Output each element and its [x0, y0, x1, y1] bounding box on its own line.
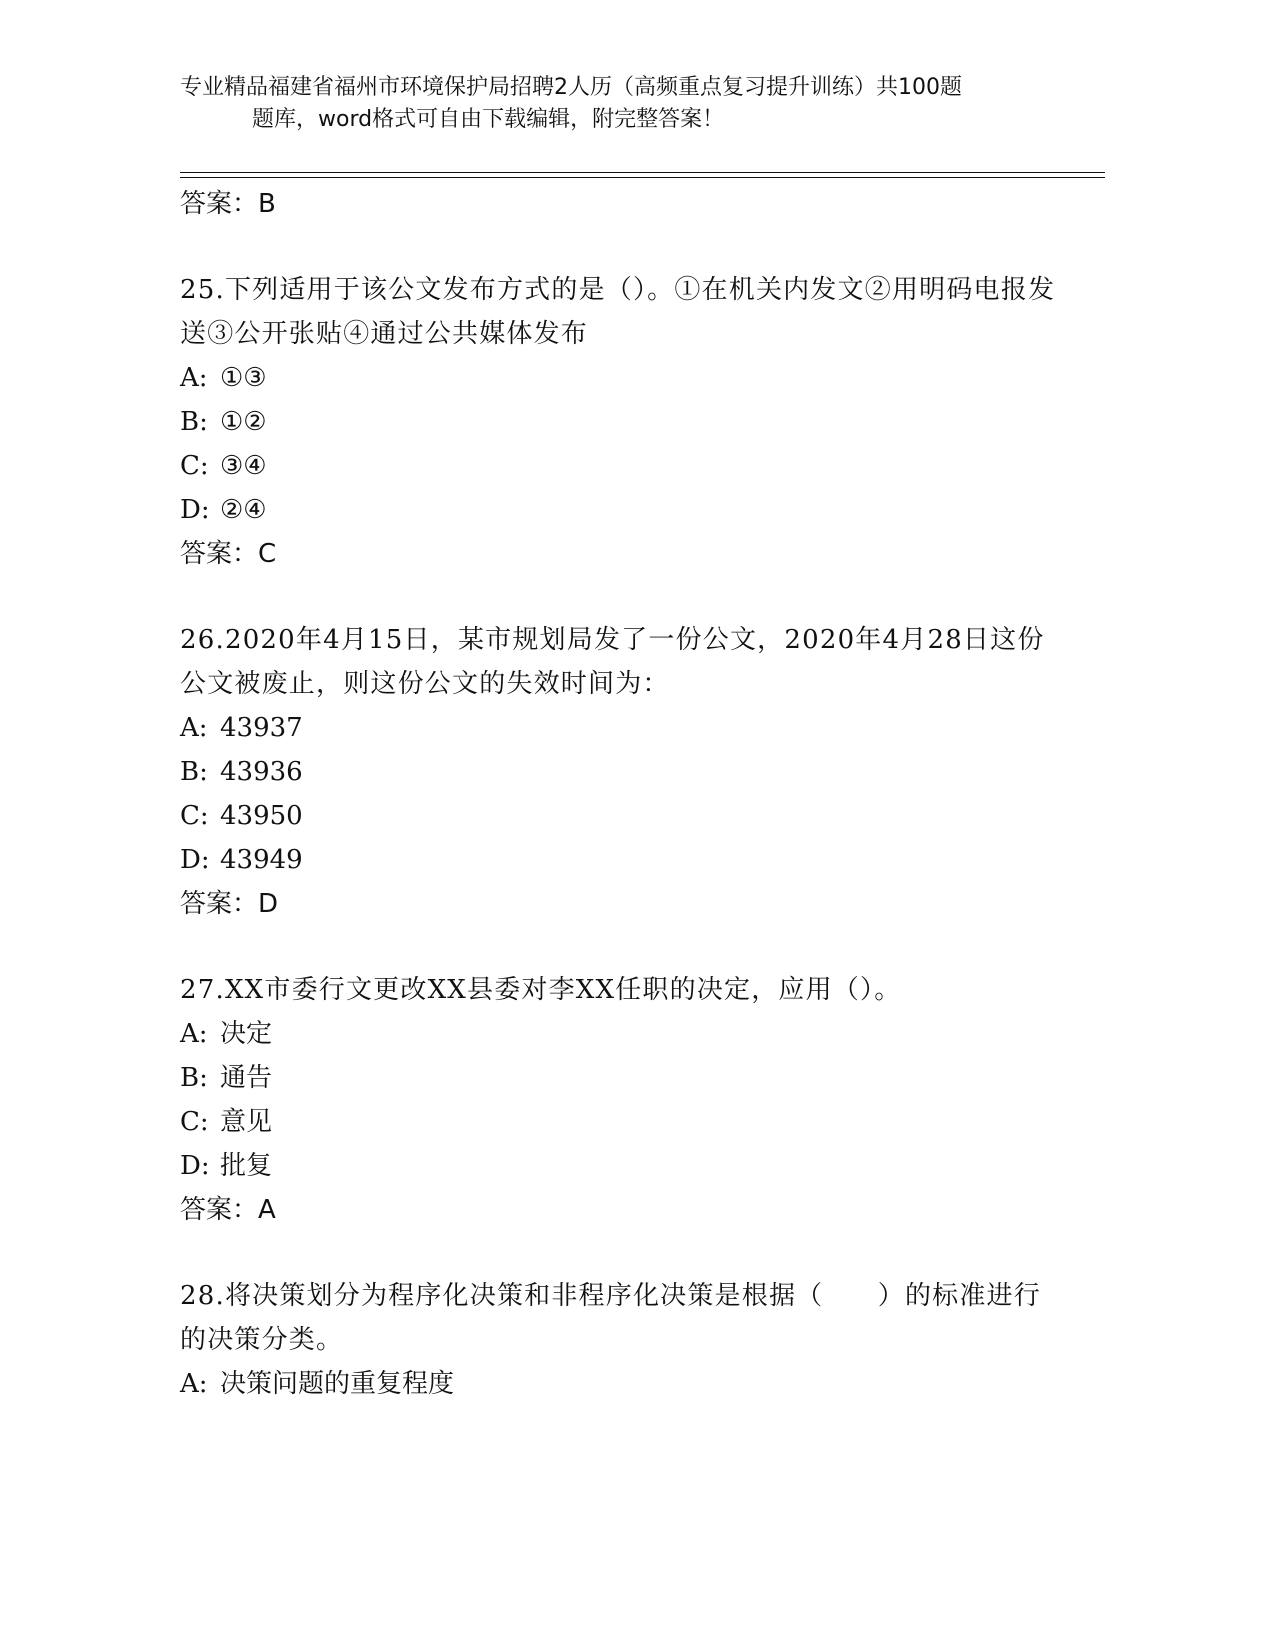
- question-text: 27.XX市委行文更改XX县委对李XX任职的决定，应用（）。: [180, 975, 902, 1005]
- header-title-line-1: 专业精品福建省福州市环境保护局招聘2人历（高频重点复习提升训练）共100题: [180, 75, 962, 100]
- option-value: ①②: [220, 407, 267, 437]
- option-c: [180, 1100, 1060, 1144]
- option-d: [180, 838, 1060, 882]
- option-value: 43937: [220, 713, 303, 743]
- option-key: A:: [180, 1369, 208, 1399]
- question-28: [180, 1274, 1060, 1406]
- option-c: [180, 444, 1060, 488]
- option-b: [180, 400, 1060, 444]
- option-a: [180, 1362, 1060, 1406]
- document-header: [180, 72, 1080, 136]
- option-value: 通告: [220, 1063, 273, 1093]
- option-value: 43936: [220, 757, 303, 787]
- option-a: [180, 706, 1060, 750]
- question-25: [180, 268, 1060, 576]
- option-b: [180, 1056, 1060, 1100]
- question-26: [180, 618, 1060, 926]
- option-key: B:: [180, 1063, 208, 1093]
- option-key: D:: [180, 845, 210, 875]
- option-value: 决策问题的重复程度: [220, 1369, 455, 1399]
- option-key: D:: [180, 495, 210, 525]
- document-body: [180, 182, 1060, 1406]
- question-text: 28.将决策划分为程序化决策和非程序化决策是根据（ ）的标准进行的决策分类。: [180, 1281, 1041, 1355]
- option-d: [180, 1144, 1060, 1188]
- header-title-line-2: 题库，word格式可自由下载编辑，附完整答案！: [252, 107, 725, 132]
- question-27: [180, 968, 1060, 1232]
- option-key: B:: [180, 407, 208, 437]
- header-rule-top: [180, 172, 1105, 173]
- option-value: ①③: [220, 363, 267, 393]
- option-key: A:: [180, 363, 208, 393]
- option-key: A:: [180, 1019, 208, 1049]
- option-c: [180, 794, 1060, 838]
- option-value: 意见: [220, 1107, 273, 1137]
- option-key: B:: [180, 757, 208, 787]
- option-a: [180, 356, 1060, 400]
- option-value: 43949: [220, 845, 303, 875]
- previous-answer: 答案：B: [180, 189, 276, 219]
- answer-line: 答案：D: [180, 889, 279, 919]
- question-text: 25.下列适用于该公文发布方式的是（）。①在机关内发文②用明码电报发送③公开张贴④通过公共媒体发布: [180, 275, 1056, 349]
- option-key: C:: [180, 1107, 209, 1137]
- option-value: 43950: [220, 801, 303, 831]
- option-value: 批复: [220, 1151, 273, 1181]
- header-rule-bottom: [180, 177, 1105, 178]
- option-key: C:: [180, 451, 209, 481]
- option-b: [180, 750, 1060, 794]
- option-key: C:: [180, 801, 209, 831]
- option-key: A:: [180, 713, 208, 743]
- answer-line: 答案：A: [180, 1195, 276, 1225]
- answer-line: 答案：C: [180, 539, 277, 569]
- option-value: ③④: [220, 451, 267, 481]
- option-key: D:: [180, 1151, 210, 1181]
- option-value: 决定: [220, 1019, 273, 1049]
- option-value: ②④: [220, 495, 267, 525]
- question-text: 26.2020年4月15日，某市规划局发了一份公文，2020年4月28日这份公文被废止，则这份公文的失效时间为：: [180, 625, 1045, 699]
- option-a: [180, 1012, 1060, 1056]
- option-d: [180, 488, 1060, 532]
